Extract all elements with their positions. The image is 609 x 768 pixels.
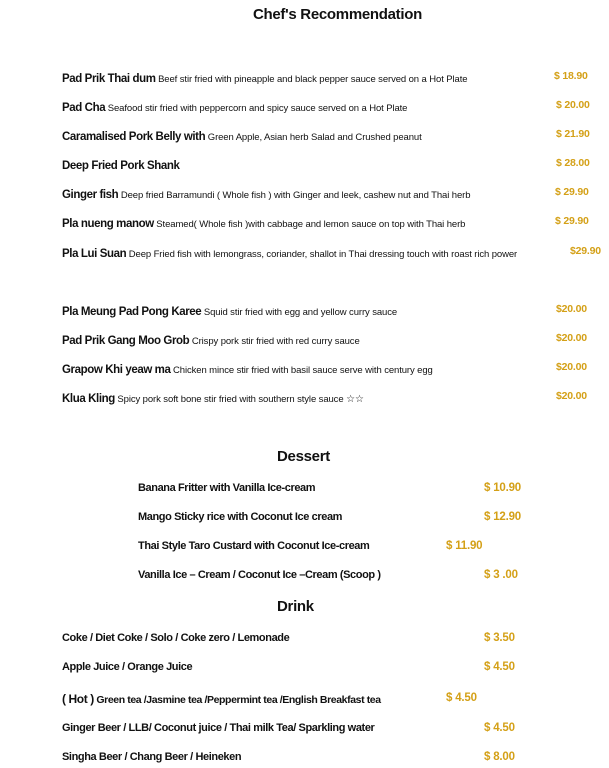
chefs-recommendation-title: Chef's Recommendation [253,6,422,23]
item-price: $20.00 [556,390,587,402]
drink-item-price: $ 4.50 [484,661,515,673]
drink-item-price: $ 3.50 [484,632,515,644]
item-name: Caramalised Pork Belly with [62,131,206,143]
menu-item [62,69,467,87]
menu-item [62,156,180,174]
menu-item [62,244,517,262]
item-name: Pad Prik Gang Moo Grob [62,335,190,347]
menu-item [62,185,470,203]
menu-item [62,127,422,145]
item-price: $20.00 [556,303,587,315]
item-description: Spicy pork soft bone stir fried with southern style sauce [114,394,347,405]
drink-item-name: Apple Juice / Orange Juice [62,661,193,673]
dessert-item-price: $ 12.90 [484,511,521,523]
drink-item-price: $ 8.00 [484,751,515,763]
menu-item [62,360,433,378]
drink-item-name: Ginger Beer / LLB/ Coconut juice / Thai milk Tea/ Sparkling water [62,722,375,734]
menu-item [62,214,465,232]
item-description: Beef stir fried with pineapple and black pepper sauce served on a Hot Plate [155,74,468,85]
dessert-item-price: $ 11.90 [446,540,483,552]
item-description: Deep fried Barramundi ( Whole fish ) with Ginger and leek, cashew nut and Thai herb [118,190,471,201]
item-description: Chicken mince stir fried with basil sauce serve with century egg [170,365,433,376]
item-description: Seafood stir fried with peppercorn and spicy sauce served on a Hot Plate [105,103,408,114]
drink-item-lead: ( Hot ) [62,692,94,706]
item-description: Crispy pork stir fried with red curry sauce [189,336,360,347]
item-price: $ 29.90 [555,215,589,227]
drink-item-price: $ 4.50 [484,722,515,734]
item-name: Pad Cha [62,102,106,114]
star-icon: ☆☆ [346,394,364,405]
item-name: Ginger fish [62,189,119,201]
item-description: Steamed( Whole fish )with cabbage and lemon sauce on top with Thai herb [153,219,466,230]
dessert-item-name: Vanilla Ice – Cream / Coconut Ice –Cream (Scoop ) [138,569,381,581]
menu-item [62,98,407,116]
dessert-item-name: Banana Fritter with Vanilla Ice-cream [138,482,316,494]
item-price: $ 20.00 [556,99,590,111]
dessert-item-price: $ 3 .00 [484,569,518,581]
menu-item [62,389,364,407]
item-price: $20.00 [556,361,587,373]
item-price: $20.00 [556,332,587,344]
drink-item-name: Coke / Diet Coke / Solo / Coke zero / Lemonade [62,632,290,644]
item-description: Squid stir fried with egg and yellow curry sauce [201,307,398,318]
item-name: Pad Prik Thai dum [62,73,156,85]
item-name: Pla nueng manow [62,218,154,230]
menu-item [62,302,397,320]
item-name: Deep Fried Pork Shank [62,160,180,172]
drink-item-price: $ 4.50 [446,692,477,704]
dessert-item-name: Thai Style Taro Custard with Coconut Ice-cream [138,540,370,552]
menu-item [62,331,360,349]
item-name: Klua Kling [62,393,115,405]
item-name: Grapow Khi yeaw ma [62,364,171,376]
drink-item [62,690,381,708]
item-price: $ 29.90 [555,186,589,198]
item-name: Pla Meung Pad Pong Karee [62,306,202,318]
drink-title: Drink [277,598,314,615]
item-description: Green Apple, Asian herb Salad and Crushed peanut [205,132,422,143]
item-name: Pla Lui Suan [62,248,127,260]
item-price: $29.90 [570,245,601,257]
dessert-title: Dessert [277,448,330,465]
item-price: $ 21.90 [556,128,590,140]
item-price: $ 18.90 [554,70,588,82]
item-price: $ 28.00 [556,157,590,169]
drink-item-name: Singha Beer / Chang Beer / Heineken [62,751,242,763]
item-description: Deep Fried fish with lemongrass, coriander, shallot in Thai dressing touch with roast rich power [126,249,518,260]
dessert-item-name: Mango Sticky rice with Coconut Ice cream [138,511,343,523]
dessert-item-price: $ 10.90 [484,482,521,494]
drink-item-name: Green tea /Jasmine tea /Peppermint tea /English Breakfast tea [93,694,381,706]
